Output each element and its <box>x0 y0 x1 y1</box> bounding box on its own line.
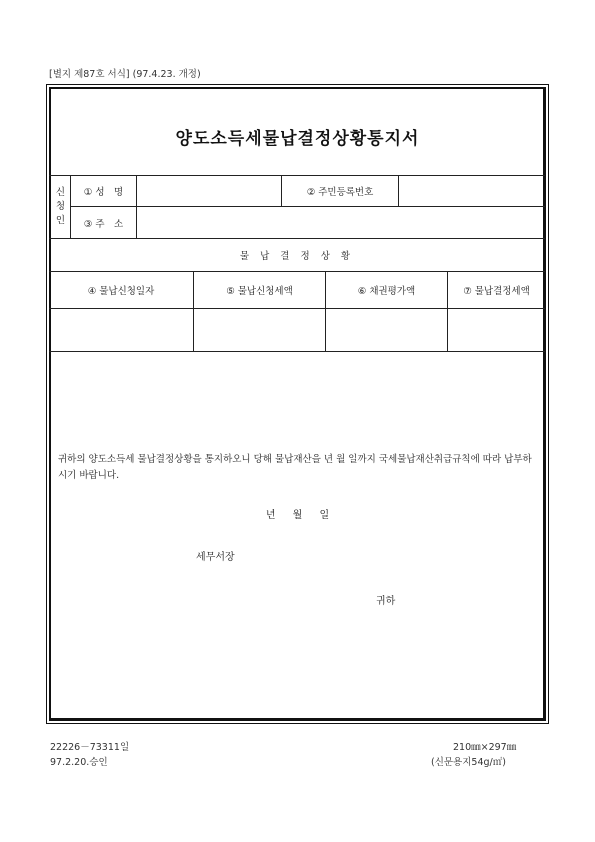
address-label: ③ 주 소 <box>83 218 124 230</box>
resident-id-field[interactable] <box>399 176 545 206</box>
applicant-label <box>51 176 70 238</box>
column-header: ⑤ 물납신청세액 <box>226 286 293 297</box>
issuer-label: 세무서장 <box>196 552 235 563</box>
notice-date: 년 월 일 <box>265 510 330 521</box>
paper-spec: (신문용지54g/㎡) <box>431 757 506 768</box>
resident-id-label: ② 주민등록번호 <box>306 187 374 198</box>
form-code: 22226－73311일 <box>50 742 130 753</box>
approval-date: 97.2.20.승인 <box>50 757 108 768</box>
applicant-label-char: 신 <box>55 187 66 198</box>
notice-paragraph: 귀하의 양도소득세 물납결정상황을 통지하오니 당해 물납재산을 년 월 일까지 국세물납재산취급규칙에 따라 납부하시기 바랍니다. <box>58 454 532 481</box>
name-label: ① 성 명 <box>83 187 124 198</box>
form-number-note: [별지 제87호 서식] (97.4.23. 개정) <box>49 69 201 80</box>
decided-tax-field[interactable] <box>448 309 545 351</box>
recipient-label: 귀하 <box>376 596 396 607</box>
divider <box>49 351 545 352</box>
address-field[interactable] <box>137 207 545 238</box>
section-title: 물 납 결 정 상 황 <box>239 251 355 262</box>
applicant-label-char: 청 <box>55 201 66 212</box>
applicant-label-char: 인 <box>55 215 66 226</box>
column-header: ⑦ 물납결정세액 <box>463 286 530 297</box>
paper-size: 210㎜×297㎜ <box>453 742 517 753</box>
column-header: ⑥ 채권평가액 <box>357 286 416 297</box>
application-tax-field[interactable] <box>194 309 325 351</box>
application-date-field[interactable] <box>49 309 193 351</box>
form-title: 양도소득세물납결정상황통지서 <box>175 129 420 149</box>
name-field[interactable] <box>137 176 281 206</box>
bond-valuation-field[interactable] <box>326 309 447 351</box>
column-header: ④ 물납신청일자 <box>87 286 155 297</box>
